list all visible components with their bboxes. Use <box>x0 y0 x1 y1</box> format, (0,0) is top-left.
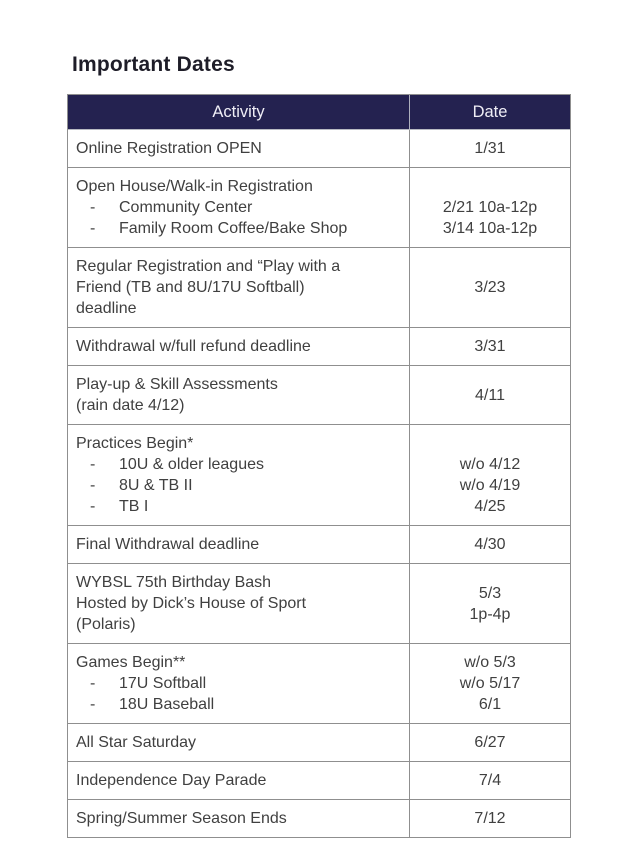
table-row <box>68 365 570 424</box>
date-line: 4/30 <box>474 536 506 553</box>
activity-line: Regular Registration and “Play with a <box>76 258 341 275</box>
date-cell <box>409 328 570 365</box>
activity-cell <box>68 366 409 424</box>
column-header-date: Date <box>409 95 570 129</box>
bullet-dash: - <box>90 498 96 515</box>
date-line: 3/14 10a-12p <box>442 220 538 237</box>
activity-line <box>76 673 401 694</box>
page-title: Important Dates <box>72 53 235 76</box>
date-line: w/o 5/3 <box>464 654 516 671</box>
activity-line: WYBSL 75th Birthday Bash <box>76 574 272 591</box>
table-row <box>68 327 570 365</box>
activity-line: Spring/Summer Season Ends <box>76 810 287 827</box>
activity-cell <box>68 168 409 247</box>
date-line: 1/31 <box>474 140 506 157</box>
bullet-dash: - <box>90 477 96 494</box>
activity-line <box>76 454 401 475</box>
date-cell <box>409 130 570 167</box>
activity-line <box>76 496 401 517</box>
date-cell <box>409 526 570 563</box>
date-cell <box>409 564 570 643</box>
activity-line: Hosted by Dick’s House of Sport <box>76 595 307 612</box>
important-dates-table <box>67 94 571 838</box>
activity-line <box>76 694 401 715</box>
bullet-dash: - <box>90 696 96 713</box>
date-cell <box>409 800 570 837</box>
table-row <box>68 761 570 799</box>
activity-cell <box>68 130 409 167</box>
activity-cell <box>68 526 409 563</box>
table-row <box>68 129 570 167</box>
date-line: w/o 5/17 <box>459 675 521 692</box>
date-line: 4/11 <box>475 386 505 404</box>
activity-line: (rain date 4/12) <box>76 397 185 414</box>
date-line: 3/23 <box>474 279 506 296</box>
activity-line-text: 8U & TB II <box>119 477 193 494</box>
activity-line: Online Registration OPEN <box>76 140 262 157</box>
activity-line: All Star Saturday <box>76 734 197 751</box>
activity-line: deadline <box>76 300 137 317</box>
date-line: 4/25 <box>474 498 506 515</box>
activity-cell <box>68 800 409 837</box>
activity-line: Games Begin** <box>76 654 186 671</box>
date-cell <box>409 366 570 424</box>
activity-line: Friend (TB and 8U/17U Softball) <box>76 279 305 296</box>
activity-cell <box>68 724 409 761</box>
date-line: 6/1 <box>478 696 502 713</box>
activity-line <box>76 218 401 239</box>
date-line: 3/31 <box>474 338 506 355</box>
date-cell <box>409 762 570 799</box>
table-row <box>68 563 570 643</box>
activity-line <box>76 475 401 496</box>
activity-cell <box>68 644 409 723</box>
activity-line: Independence Day Parade <box>76 772 267 789</box>
activity-line: Final Withdrawal deadline <box>76 536 260 553</box>
activity-cell <box>68 564 409 643</box>
date-cell <box>409 644 570 723</box>
activity-line: Withdrawal w/full refund deadline <box>76 338 311 355</box>
activity-line-text: 18U Baseball <box>119 696 215 713</box>
date-line: w/o 4/12 <box>459 456 521 473</box>
table-header-row <box>68 95 570 129</box>
date-cell <box>409 168 570 247</box>
date-line: 5/3 <box>478 584 502 602</box>
activity-line-text: 10U & older leagues <box>119 456 264 473</box>
table-row <box>68 643 570 723</box>
table-row <box>68 167 570 247</box>
bullet-dash: - <box>90 220 96 237</box>
activity-cell <box>68 425 409 525</box>
bullet-dash: - <box>90 456 96 473</box>
activity-cell <box>68 328 409 365</box>
table-row <box>68 799 570 837</box>
activity-line-text: TB I <box>119 498 149 515</box>
date-cell <box>409 425 570 525</box>
table-body <box>68 129 570 837</box>
date-line: w/o 4/19 <box>459 477 521 494</box>
bullet-dash: - <box>90 675 96 692</box>
activity-cell <box>68 762 409 799</box>
activity-line-text: Family Room Coffee/Bake Shop <box>119 220 348 237</box>
activity-line: Practices Begin* <box>76 435 194 452</box>
activity-line <box>76 197 401 218</box>
table-row <box>68 525 570 563</box>
column-header-activity: Activity <box>212 103 265 121</box>
activity-line: Play-up & Skill Assessments <box>76 376 278 393</box>
activity-line-text: Community Center <box>119 199 253 216</box>
date-line: 2/21 10a-12p <box>442 199 538 216</box>
date-line: 7/4 <box>478 772 502 789</box>
date-cell <box>409 724 570 761</box>
table-row <box>68 247 570 327</box>
date-cell <box>409 248 570 327</box>
activity-line: (Polaris) <box>76 616 136 633</box>
date-line: 1p-4p <box>469 605 511 623</box>
activity-line-text: 17U Softball <box>119 675 207 692</box>
table-row <box>68 723 570 761</box>
table-row <box>68 424 570 525</box>
activity-cell <box>68 248 409 327</box>
date-line: 7/12 <box>474 810 506 827</box>
bullet-dash: - <box>90 199 96 216</box>
date-line: 6/27 <box>474 734 506 751</box>
activity-line: Open House/Walk-in Registration <box>76 178 313 195</box>
